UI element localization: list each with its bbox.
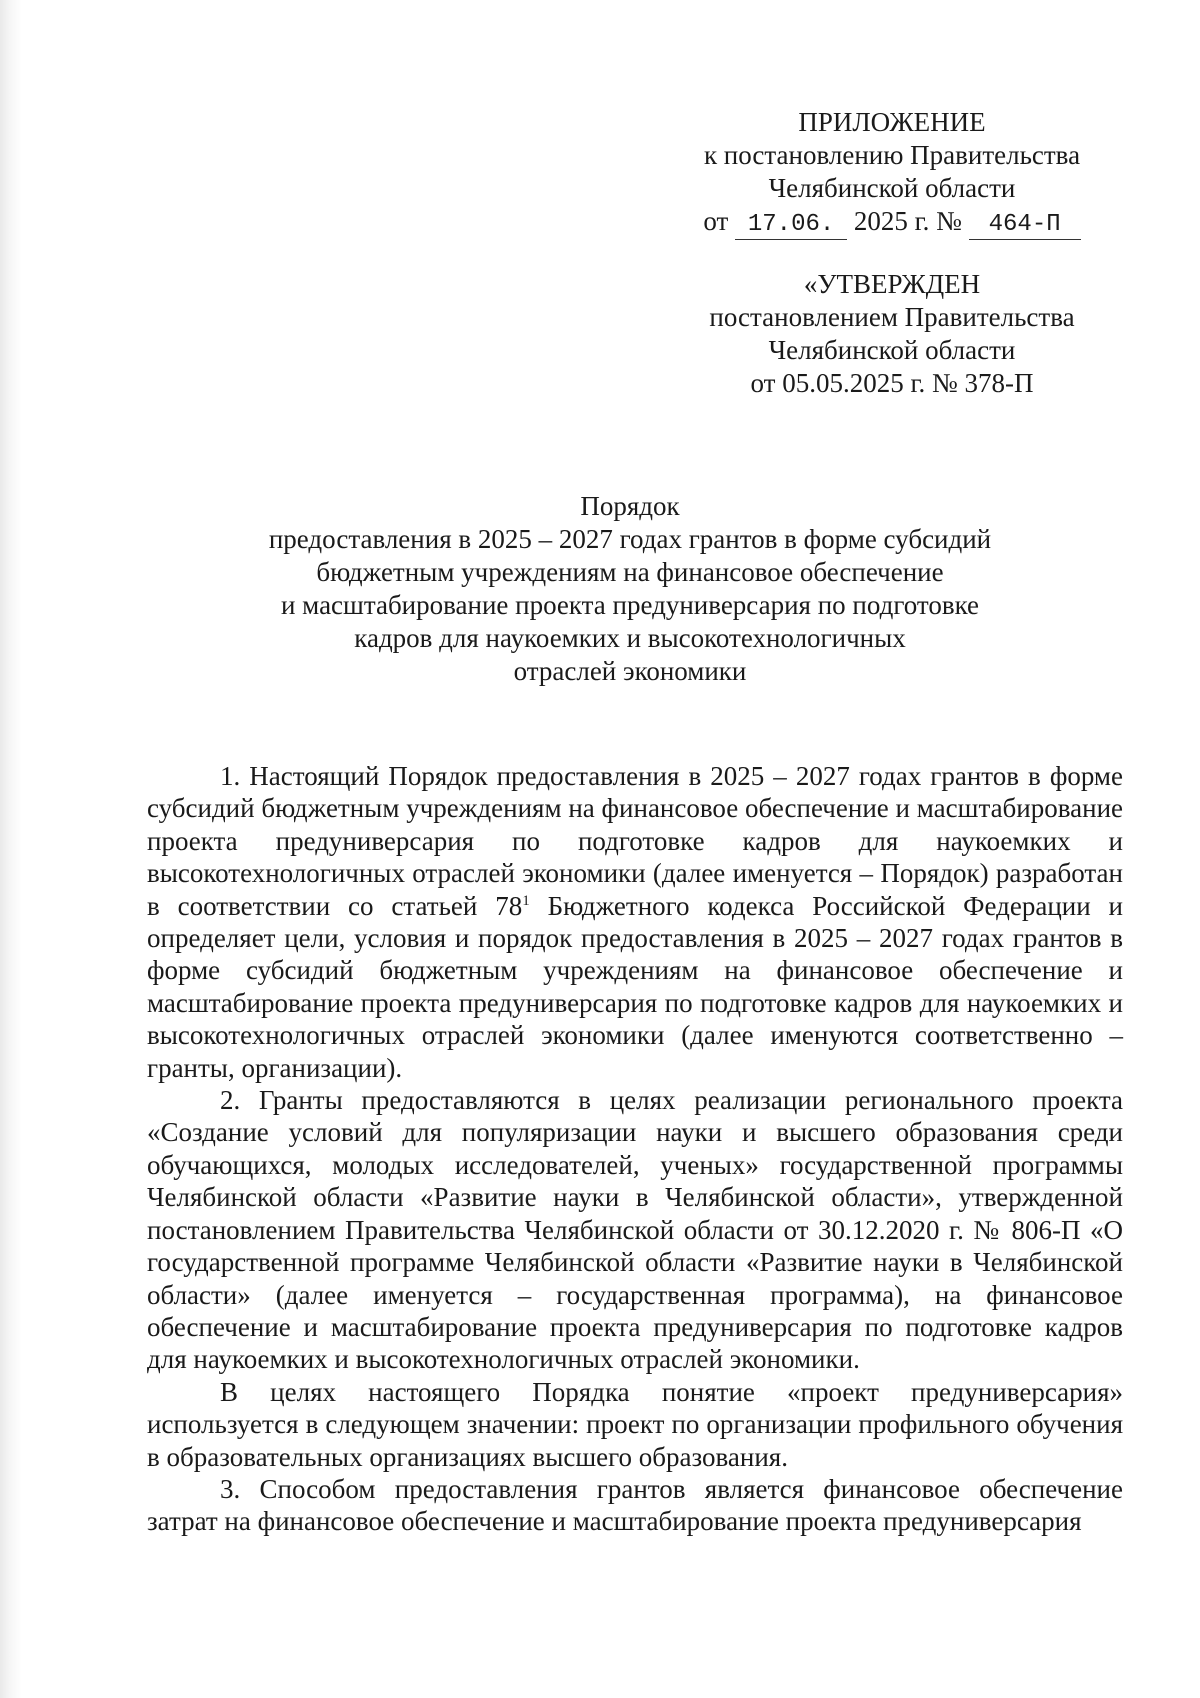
document-title-line-1: Порядок bbox=[580, 491, 680, 521]
document-title-line-3: бюджетным учреждениям на финансовое обеспечение bbox=[316, 557, 944, 587]
document-title-line-5: кадров для наукоемких и высокотехнологичных bbox=[354, 623, 906, 653]
document-body bbox=[147, 760, 1123, 1538]
document-title bbox=[210, 490, 1050, 688]
paragraph-2: 2. Гранты предоставляются в целях реализации регионального проекта «Создание условий для популяризации науки и высшего образования среди обучающихся, молодых исследователей, ученых» государственной программы Челябинской области «Развитие науки в Челябинской области», утвержденной постановлением Правительства Челябинской области от 30.12.2020 г. № 806-П «О государственной программе Челябинской области «Развитие науки в Челябинской области» (далее именуется – государственная программа), на финансовое обеспечение и масштабирование проекта предуниверсария по подготовке кадров для наукоемких и высокотехнологичных отраслей экономики. bbox=[147, 1085, 1123, 1375]
document-title-line-4: и масштабирование проекта предуниверсария по подготовке bbox=[280, 590, 980, 620]
appendix-date-line bbox=[672, 205, 1112, 240]
approved-title: «УТВЕРЖДЕН bbox=[803, 269, 981, 299]
paragraph-3: В целях настоящего Порядка понятие «проект предуниверсария» используется в следующем значении: проект по организации профильного обучения в образовательных организациях высшего образования. bbox=[147, 1376, 1123, 1472]
document-title-line-2: предоставления в 2025 – 2027 годах грантов в форме субсидий bbox=[268, 524, 992, 554]
paragraph-1-text-a: 1. Настоящий Порядок предоставления в 2025 – 2027 годах грантов в форме субсидий бюджетным учреждениям на финансовое обеспечение и масштабирование проекта предуниверсария по подготовке кадров для наукоемких и высокотехнологичных отраслей экономики (далее именуется – Порядок) разработан в соответствии со статьей 78 bbox=[147, 761, 1123, 921]
document-title-line-6: отраслей экономики bbox=[513, 656, 747, 686]
article-superscript: 1 bbox=[522, 892, 530, 909]
approved-block bbox=[672, 268, 1112, 400]
appendix-year-part: 2025 г. № bbox=[853, 206, 962, 236]
approved-line-2: Челябинской области bbox=[768, 335, 1016, 365]
appendix-title: ПРИЛОЖЕНИЕ bbox=[798, 107, 986, 137]
approved-line-1: постановлением Правительства bbox=[709, 302, 1075, 332]
paragraph-1-text-b: Бюджетного кодекса Российской Федерации и определяет цели, условия и порядок предоставления в 2025 – 2027 годах грантов в форме субсидий бюджетным учреждениям на финансовое обеспечение и масштабирование проекта предуниверсария по подготовке кадров для наукоемких и высокотехнологичных отраслей экономики (далее именуются соответственно – гранты, организации). bbox=[147, 890, 1123, 1083]
appendix-number-field: 464-П bbox=[969, 211, 1081, 240]
appendix-line-1: к постановлению Правительства bbox=[703, 140, 1081, 170]
appendix-block bbox=[672, 106, 1112, 240]
paragraph-1 bbox=[147, 760, 1123, 1084]
appendix-date-field: 17.06. bbox=[735, 211, 847, 240]
scan-left-edge bbox=[0, 0, 22, 1698]
appendix-from-prefix: от bbox=[703, 206, 729, 236]
paragraph-4: 3. Способом предоставления грантов является финансовое обеспечение затрат на финансовое обеспечение и масштабирование проекта предуниверсария bbox=[147, 1473, 1123, 1537]
approved-line-3: от 05.05.2025 г. № 378-П bbox=[750, 368, 1034, 398]
appendix-line-2: Челябинской области bbox=[768, 173, 1016, 203]
